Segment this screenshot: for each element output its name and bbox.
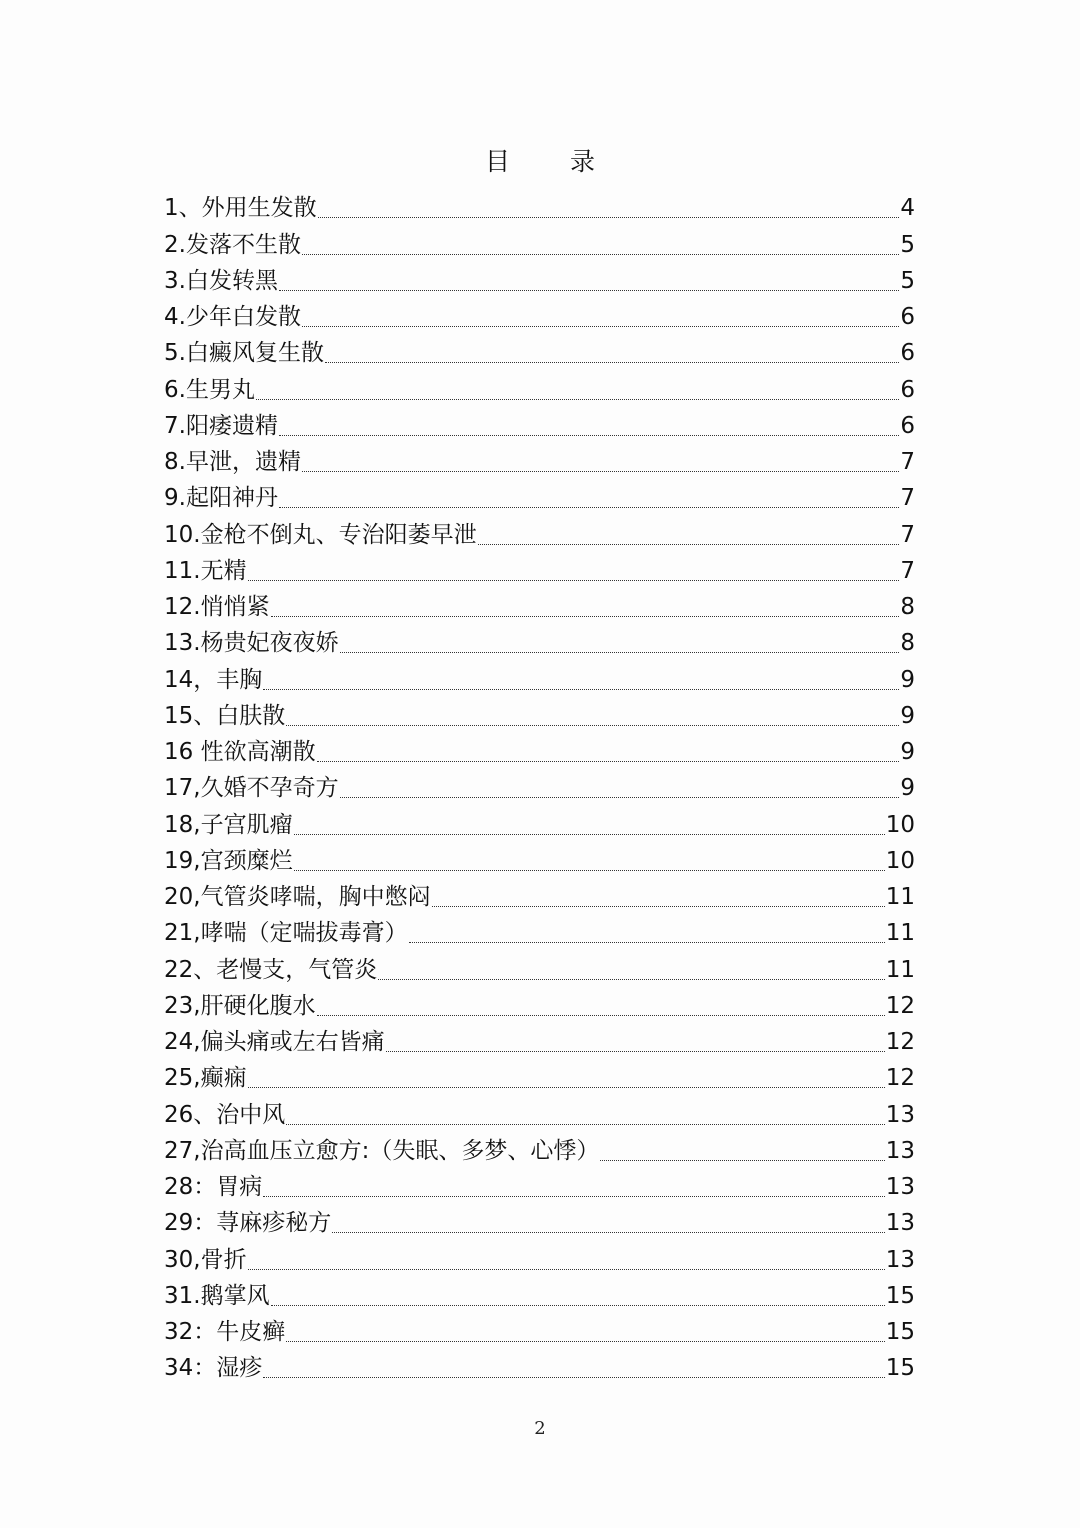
dot-leader	[263, 1196, 884, 1197]
toc-entry-page: 8	[900, 630, 915, 657]
toc-entry[interactable]	[164, 335, 915, 371]
toc-entry-label: 22、老慢支，气管炎	[164, 956, 378, 983]
dot-leader	[318, 217, 900, 218]
toc-entry[interactable]	[164, 1169, 915, 1205]
toc-entry-page: 13	[885, 1174, 915, 1200]
toc-entry-page: 5	[900, 267, 915, 294]
toc-entry-label: 19,宫颈糜烂	[164, 847, 293, 874]
dot-leader	[302, 254, 899, 255]
toc-entry-page: 12	[885, 1029, 915, 1055]
toc-entry-label: 4.少年白发散	[164, 304, 301, 330]
toc-entry-page: 6	[900, 340, 915, 367]
toc-entry-page: 7	[900, 449, 915, 475]
toc-entry-page: 11	[885, 920, 915, 947]
toc-entry[interactable]	[164, 1133, 915, 1169]
dot-leader	[294, 834, 885, 835]
dot-leader	[248, 1269, 885, 1270]
dot-leader	[271, 616, 900, 617]
toc-entry[interactable]	[164, 843, 915, 879]
dot-leader	[386, 1051, 885, 1052]
toc-entry-page: 8	[900, 594, 915, 620]
toc-entry[interactable]	[164, 589, 915, 625]
dot-leader	[286, 725, 899, 726]
toc-entry-page: 9	[900, 775, 915, 802]
toc-entry-label: 32：牛皮癣	[164, 1319, 286, 1345]
toc-entry[interactable]	[164, 299, 915, 335]
toc-entry[interactable]	[164, 444, 915, 480]
dot-leader	[271, 1305, 885, 1306]
toc-entry-label: 24,偏头痛或左右皆痛	[164, 1029, 385, 1055]
toc-entry-label: 23,肝硬化腹水	[164, 992, 316, 1019]
toc-entry-label: 31.鹅掌风	[164, 1282, 270, 1309]
toc-entry-page: 6	[900, 304, 915, 330]
dot-leader	[302, 471, 899, 472]
toc-entry-label: 3.白发转黑	[164, 267, 278, 294]
toc-entry-page: 7	[900, 485, 915, 512]
toc-entry-page: 13	[885, 1101, 915, 1128]
toc-entry[interactable]	[164, 698, 915, 734]
toc-entry[interactable]	[164, 1060, 915, 1096]
toc-entry-page: 4	[900, 195, 915, 222]
toc-entry-label: 17,久婚不孕奇方	[164, 775, 339, 802]
toc-entry[interactable]	[164, 480, 915, 516]
toc-entry-page: 9	[900, 702, 915, 729]
dot-leader	[317, 761, 900, 762]
toc-entry[interactable]	[164, 516, 915, 552]
toc-entry[interactable]	[164, 226, 915, 262]
toc-entry-page: 12	[885, 1065, 915, 1092]
toc-entry-label: 27,治高血压立愈方:（失眠、多梦、心悸）	[164, 1137, 600, 1164]
toc-entry-label: 6.生男丸	[164, 376, 255, 403]
toc-entry[interactable]	[164, 190, 915, 226]
toc-entry-label: 21,哮喘（定喘拔毒膏）	[164, 920, 408, 947]
toc-entry-label: 29：荨麻疹秘方	[164, 1210, 332, 1237]
toc-entry[interactable]	[164, 408, 915, 444]
toc-entry-page: 11	[885, 884, 915, 910]
dot-leader	[286, 1341, 884, 1342]
toc-entry-label: 8.早泄，遗精	[164, 449, 301, 475]
toc-entry-label: 16 性欲高潮散	[164, 739, 316, 765]
dot-leader	[256, 399, 899, 400]
toc-entry[interactable]	[164, 1096, 915, 1132]
toc-entry-page: 15	[885, 1282, 915, 1309]
toc-entry-page: 9	[900, 666, 915, 693]
dot-leader	[317, 1015, 885, 1016]
toc-entry-page: 11	[885, 956, 915, 983]
toc-entry-page: 15	[885, 1319, 915, 1345]
toc-entry-label: 9.起阳神丹	[164, 485, 278, 512]
toc-entry[interactable]	[164, 988, 915, 1024]
toc-list	[164, 190, 915, 1386]
dot-leader	[432, 906, 885, 907]
toc-entry-page: 10	[885, 847, 915, 874]
toc-entry-label: 11.无精	[164, 557, 247, 584]
toc-entry-page: 6	[900, 376, 915, 403]
toc-entry[interactable]	[164, 951, 915, 987]
toc-entry-label: 1、外用生发散	[164, 195, 317, 222]
dot-leader	[294, 870, 885, 871]
toc-entry-page: 10	[885, 811, 915, 838]
toc-entry-page: 13	[885, 1137, 915, 1164]
dot-leader	[279, 290, 899, 291]
page-number: 2	[534, 1418, 546, 1439]
dot-leader	[332, 1232, 884, 1233]
toc-entry-page: 12	[885, 992, 915, 1019]
toc-entry[interactable]	[164, 1278, 915, 1314]
toc-entry[interactable]	[164, 1314, 915, 1350]
toc-entry[interactable]	[164, 806, 915, 842]
dot-leader	[279, 507, 899, 508]
dot-leader	[302, 326, 899, 327]
toc-entry-label: 14，丰胸	[164, 666, 263, 693]
toc-entry-label: 25,癫痫	[164, 1065, 247, 1092]
toc-entry-label: 12.悄悄紧	[164, 594, 270, 620]
toc-entry-label: 30,骨折	[164, 1246, 247, 1273]
dot-leader	[478, 544, 900, 545]
toc-entry[interactable]	[164, 734, 915, 770]
toc-entry-page: 6	[900, 412, 915, 439]
toc-entry-label: 7.阳痿遗精	[164, 412, 278, 439]
toc-entry[interactable]	[164, 1024, 915, 1060]
toc-entry-label: 20,气管炎哮喘，胸中憋闷	[164, 884, 431, 910]
toc-entry[interactable]	[164, 770, 915, 806]
toc-entry[interactable]	[164, 1241, 915, 1277]
dot-leader	[409, 942, 885, 943]
toc-entry[interactable]	[164, 263, 915, 299]
toc-entry-label: 15、白肤散	[164, 702, 286, 729]
toc-title: 目 录	[485, 147, 621, 176]
toc-entry-page: 9	[900, 739, 915, 765]
dot-leader	[263, 1377, 884, 1378]
toc-entry-page: 5	[900, 231, 915, 258]
toc-entry[interactable]	[164, 1205, 915, 1241]
toc-entry-label: 13.杨贵妃夜夜娇	[164, 630, 339, 657]
toc-entry-page: 7	[900, 521, 915, 548]
dot-leader	[286, 1124, 884, 1125]
dot-leader	[600, 1160, 884, 1161]
dot-leader	[248, 580, 900, 581]
dot-leader	[279, 435, 899, 436]
toc-entry-page: 7	[900, 557, 915, 584]
toc-entry-label: 28：胃病	[164, 1174, 263, 1200]
toc-entry-label: 10.金枪不倒丸、专治阳萎早泄	[164, 521, 477, 548]
dot-leader	[325, 362, 899, 363]
toc-entry-page: 15	[885, 1355, 915, 1382]
toc-entry-page: 13	[885, 1210, 915, 1237]
toc-entry[interactable]	[164, 371, 915, 407]
dot-leader	[340, 797, 900, 798]
toc-entry-label: 26、治中风	[164, 1101, 286, 1128]
dot-leader	[340, 652, 900, 653]
dot-leader	[378, 979, 884, 980]
toc-entry-label: 2.发落不生散	[164, 231, 301, 258]
toc-entry-page: 13	[885, 1246, 915, 1273]
dot-leader	[248, 1087, 885, 1088]
dot-leader	[263, 689, 899, 690]
toc-entry-label: 5.白癜风复生散	[164, 340, 324, 367]
toc-entry[interactable]	[164, 553, 915, 589]
toc-entry[interactable]	[164, 879, 915, 915]
toc-entry[interactable]	[164, 915, 915, 951]
toc-entry[interactable]	[164, 625, 915, 661]
toc-entry-label: 18,子宫肌瘤	[164, 811, 293, 838]
toc-entry[interactable]	[164, 1350, 915, 1386]
toc-entry[interactable]	[164, 661, 915, 697]
toc-entry-label: 34：湿疹	[164, 1355, 263, 1382]
